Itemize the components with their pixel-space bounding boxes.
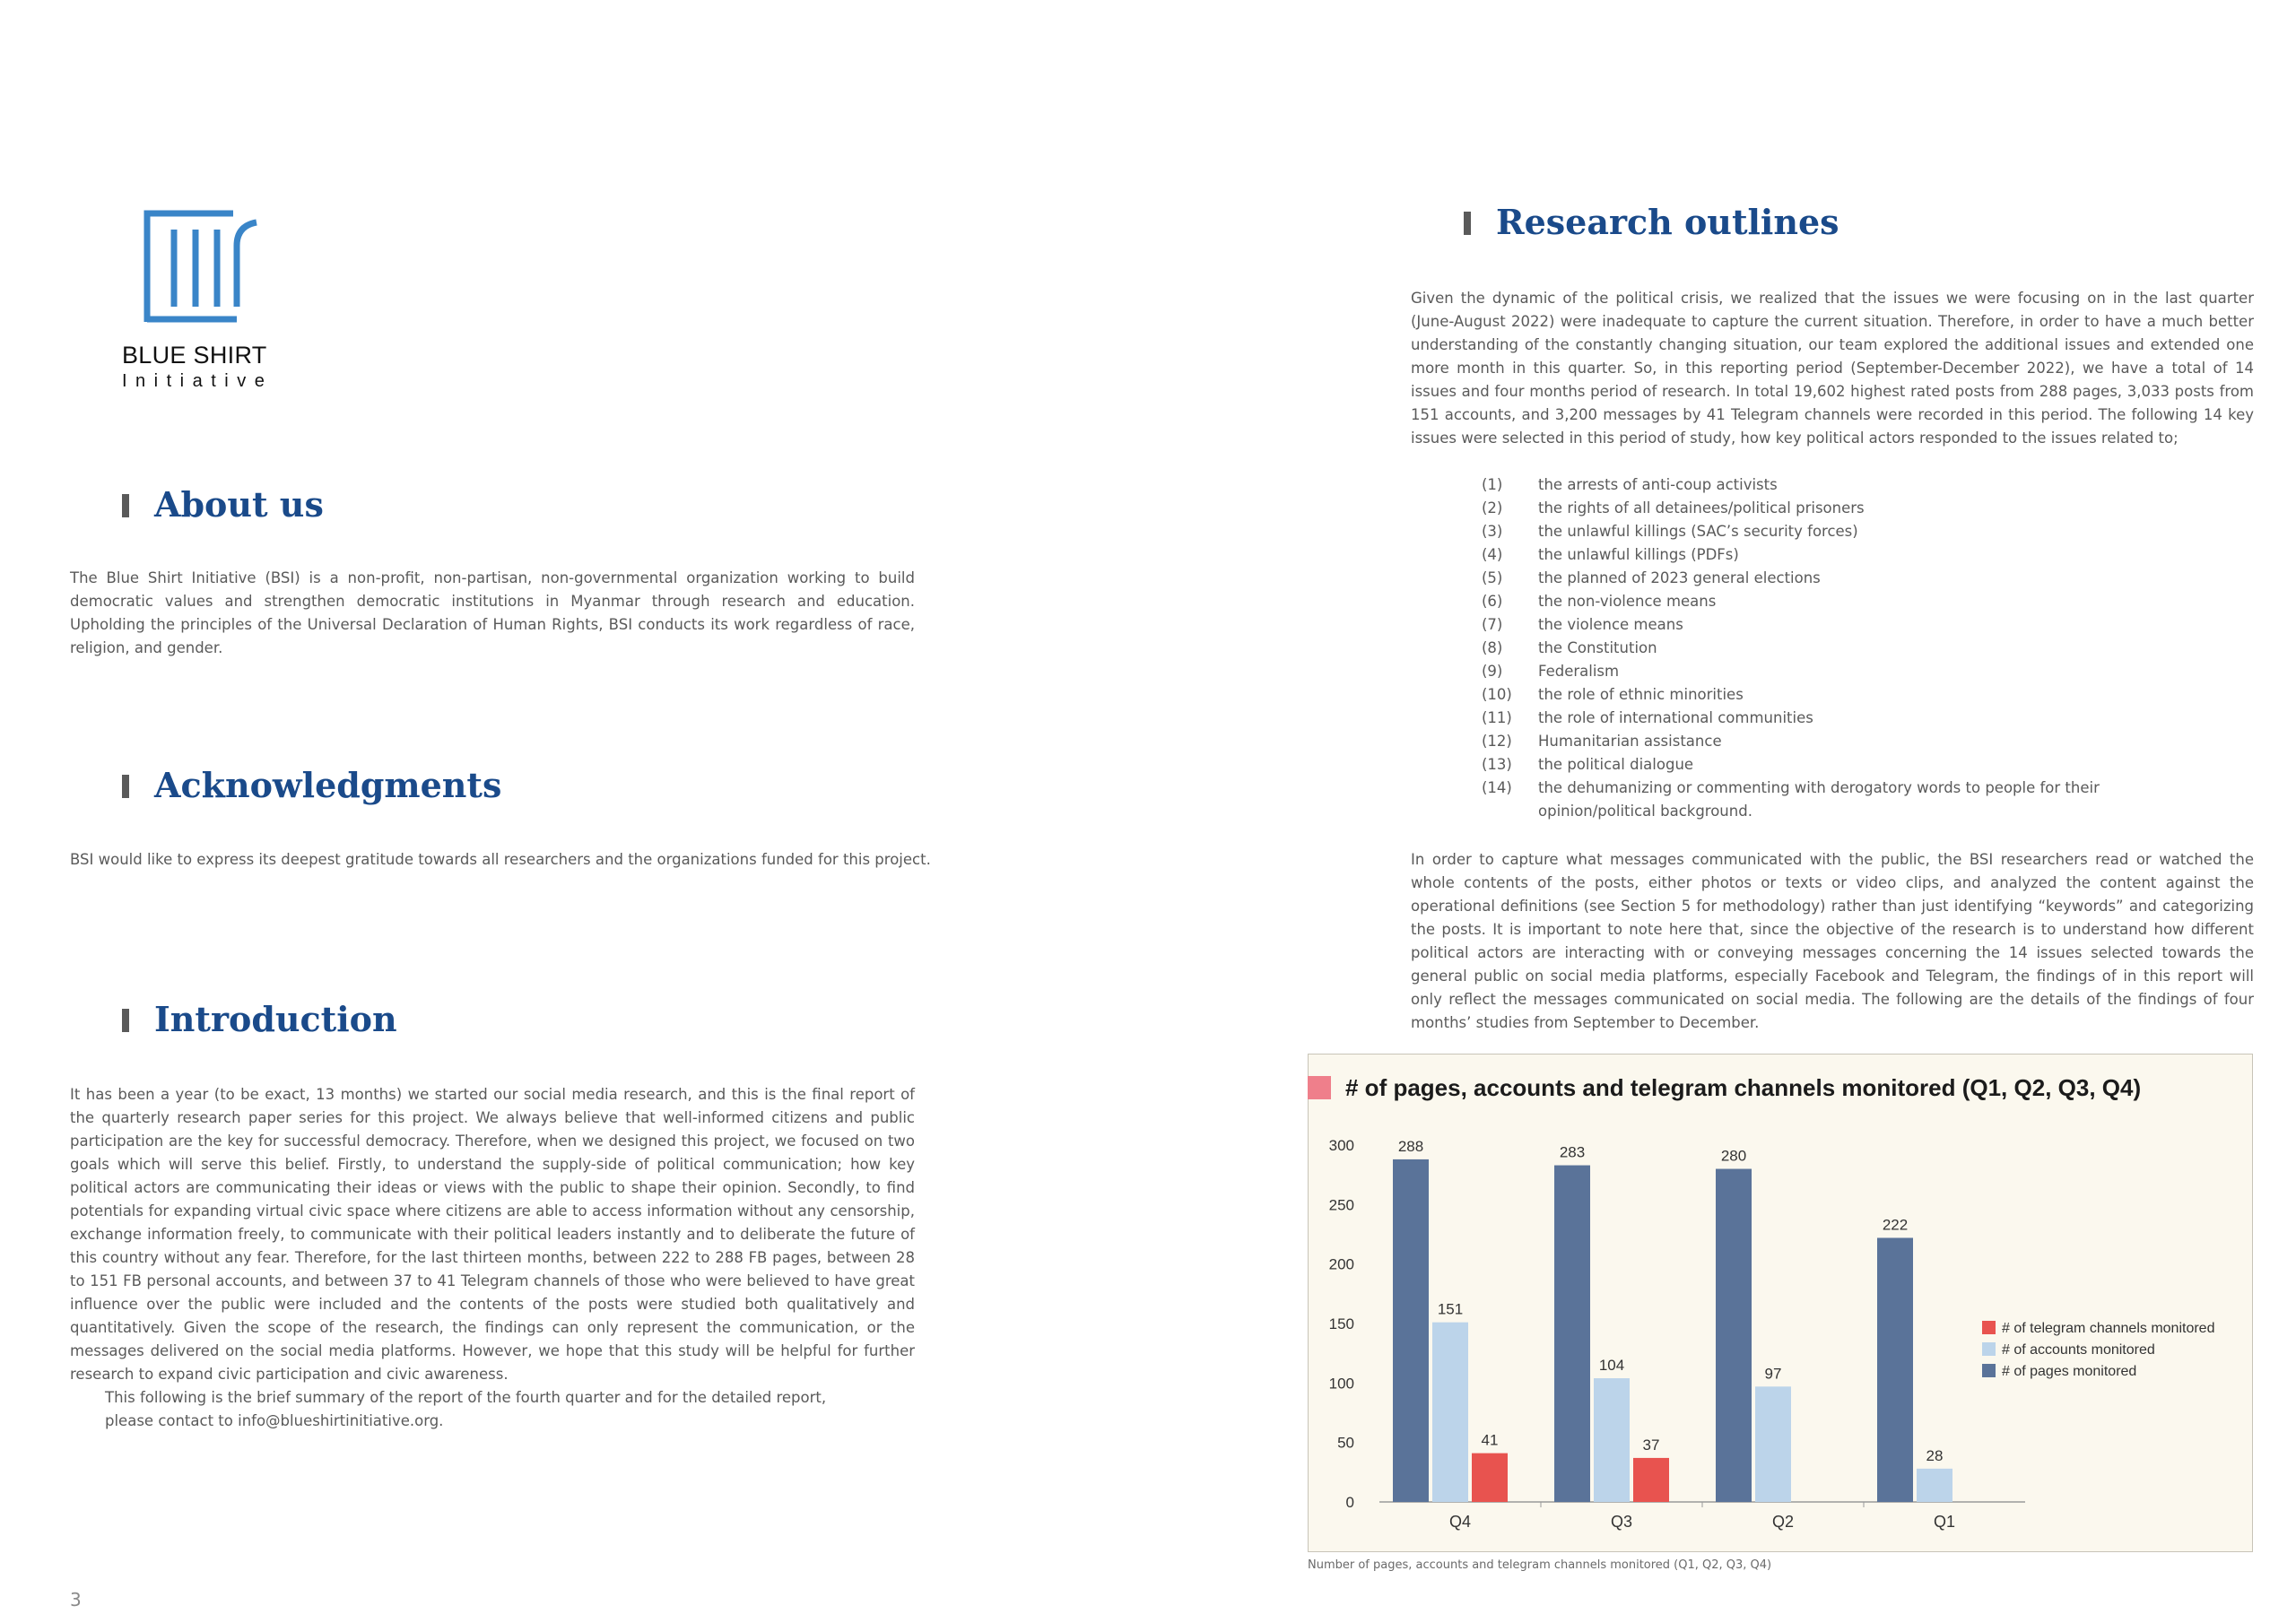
data-label: 283 xyxy=(1559,1143,1586,1161)
issue-text: the dehumanizing or commenting with derogatory words to people for their opinion/political background. xyxy=(1538,779,2100,820)
page-number: 3 xyxy=(70,1589,82,1610)
issue-item xyxy=(1482,683,2190,707)
x-tick-label: Q4 xyxy=(1448,1513,1472,1531)
issue-text: the unlawful killings (PDFs) xyxy=(1538,546,1739,563)
y-tick-label: 50 xyxy=(1337,1434,1354,1452)
y-tick-label: 200 xyxy=(1328,1255,1354,1273)
data-label: 222 xyxy=(1882,1216,1909,1234)
data-label: 41 xyxy=(1481,1431,1499,1449)
logo-text xyxy=(122,341,273,393)
y-tick-label: 150 xyxy=(1328,1315,1354,1332)
issue-number: (13) xyxy=(1482,756,1512,773)
issue-text: the non-violence means xyxy=(1538,593,1717,610)
issue-number: (9) xyxy=(1482,663,1503,680)
issue-item xyxy=(1482,730,2190,753)
legend-label: # of accounts monitored xyxy=(2002,1342,2155,1358)
legend-swatch xyxy=(1982,1321,1996,1334)
issue-text: the role of ethnic minorities xyxy=(1538,686,1744,703)
about-text: The Blue Shirt Initiative (BSI) is a non-profit, non-partisan, non-governmental organization working to build democratic values and strengthen democratic institutions in Myanmar through research and education. Upholding the principles of the Universal Declaration of Human Rights, BSI conducts its work regardless of race, religion, and gender. xyxy=(70,569,915,656)
bar-q2-series-1 xyxy=(1755,1386,1791,1502)
acknowledgments-text: BSI would like to express its deepest gratitude towards all researchers and the organizations funded for this project. xyxy=(70,851,931,868)
issue-text: the violence means xyxy=(1538,616,1683,633)
issue-item xyxy=(1482,753,2190,777)
issue-number: (6) xyxy=(1482,593,1503,610)
x-tick-label: Q3 xyxy=(1610,1513,1633,1531)
issue-item xyxy=(1482,637,2190,660)
issue-text: the role of international communities xyxy=(1538,709,1813,726)
issue-item xyxy=(1482,613,2190,637)
logo-subtitle: Initiative xyxy=(122,371,274,391)
issue-text: Humanitarian assistance xyxy=(1538,733,1722,750)
issues-list xyxy=(1482,473,2190,823)
legend-swatch xyxy=(1982,1364,1996,1377)
bar-q1-series-1 xyxy=(1917,1469,1952,1502)
issue-item xyxy=(1482,567,2190,590)
issue-number: (7) xyxy=(1482,616,1503,633)
acknowledgments-heading: Acknowledgments xyxy=(122,765,501,806)
issue-number: (12) xyxy=(1482,733,1512,750)
issue-item xyxy=(1482,777,2190,823)
bar-q4-series-0 xyxy=(1393,1159,1429,1502)
bar-chart xyxy=(1308,1054,2253,1552)
issue-text: the rights of all detainees/political prisoners xyxy=(1538,499,1865,516)
issue-text: the planned of 2023 general elections xyxy=(1538,569,1821,586)
issue-item xyxy=(1482,497,2190,520)
bar-q3-series-0 xyxy=(1554,1166,1590,1502)
issue-number: (14) xyxy=(1482,779,1512,796)
legend-label: # of pages monitored xyxy=(2002,1364,2137,1379)
issue-text: Federalism xyxy=(1538,663,1620,680)
x-tick-label: Q1 xyxy=(1933,1513,1956,1531)
logo-name: BLUE SHIRT xyxy=(122,342,267,369)
issue-number: (2) xyxy=(1482,499,1503,516)
issue-number: (3) xyxy=(1482,523,1503,540)
issue-text: the unlawful killings (SAC’s security forces) xyxy=(1538,523,1858,540)
bar-q2-series-0 xyxy=(1716,1169,1752,1502)
issue-item xyxy=(1482,590,2190,613)
issue-number: (8) xyxy=(1482,639,1503,656)
about-heading: About us xyxy=(122,484,324,525)
issue-item xyxy=(1482,707,2190,730)
issue-item xyxy=(1482,543,2190,567)
data-label: 37 xyxy=(1642,1436,1660,1454)
chart-title: # of pages, accounts and telegram channels monitored (Q1, Q2, Q3, Q4) xyxy=(1345,1074,2142,1101)
contact-note-line-2: please contact to info@blueshirtinitiative.org. xyxy=(105,1412,444,1429)
data-label: 97 xyxy=(1764,1365,1782,1383)
introduction-heading: Introduction xyxy=(122,999,397,1040)
bar-q3-series-1 xyxy=(1594,1378,1630,1502)
bar-q4-series-1 xyxy=(1432,1323,1468,1502)
issue-number: (10) xyxy=(1482,686,1512,703)
bar-q1-series-0 xyxy=(1877,1237,1913,1502)
research-method-text: In order to capture what messages communicated with the public, the BSI researchers read or watched the whole contents of the posts, either photos or texts or video clips, and analyzed the content against the operational definitions (see Section 5 for methodology) rather than just identifying “keywords” and categorizing the posts. It is important to note here that, since the objective of the research is to understand how different political actors are interacting with or conveying messages concerning the 14 issues selected towards the general public on social media platforms, especially Facebook and Telegram, the findings of in this report will only reflect the messages communicated on social media. The following are the details of the findings of four months’ studies from September to December. xyxy=(1411,851,2254,1031)
issue-item xyxy=(1482,473,2190,497)
blue-shirt-logo-icon xyxy=(144,210,260,326)
contact-note xyxy=(105,1386,826,1433)
data-label: 28 xyxy=(1926,1446,1944,1464)
y-tick-label: 300 xyxy=(1328,1137,1354,1154)
data-label: 151 xyxy=(1437,1300,1464,1318)
data-label: 280 xyxy=(1720,1147,1747,1165)
issue-item xyxy=(1482,660,2190,683)
y-tick-label: 250 xyxy=(1328,1196,1354,1214)
y-tick-label: 0 xyxy=(1345,1494,1354,1511)
y-tick-label: 100 xyxy=(1328,1375,1354,1393)
contact-note-line-1: This following is the brief summary of the report of the fourth quarter and for the detailed report, xyxy=(105,1389,827,1406)
issue-number: (1) xyxy=(1482,476,1503,493)
legend-swatch xyxy=(1982,1342,1996,1356)
issue-text: the political dialogue xyxy=(1538,756,1694,773)
introduction-text: It has been a year (to be exact, 13 months) we started our social media research, and this is the final report of the quarterly research paper series for this project. We always believe that well-informed citizens and public participation are the key for successful democracy. Therefore, when we designed this project, we focused on two goals which will serve this belief. Firstly, to understand the supply-side of political communication; how key political actors are communicating their ideas or views with the public to shape their opinion. Secondly, to find potentials for expanding virtual civic space where citizens are able to access information without any censorship, exchange information freely, to communicate with their political leaders instantly and to deliberate the future of this country without any fear. Therefore, for the last thirteen months, between 222 to 288 FB pages, between 28 to 151 FB personal accounts, and between 37 to 41 Telegram channels of those who were believed to have great influence over the public were included and the contents of the posts were studied both qualitatively and quantitatively. Given the scope of the research, the findings can only represent the communication, or the messages delivered on the social media platforms. However, we hope that this study will be helpful for further research to expand civic participation and civic awareness. xyxy=(70,1086,915,1383)
issue-text: the arrests of anti-coup activists xyxy=(1538,476,1778,493)
bar-q3-series-2 xyxy=(1633,1458,1669,1502)
x-tick-label: Q2 xyxy=(1771,1513,1795,1531)
issue-number: (4) xyxy=(1482,546,1503,563)
bar-q4-series-2 xyxy=(1472,1454,1508,1502)
research-outlines-heading: Research outlines xyxy=(1464,202,1839,243)
issue-number: (11) xyxy=(1482,709,1512,726)
legend-label: # of telegram channels monitored xyxy=(2002,1321,2215,1336)
issue-item xyxy=(1482,520,2190,543)
data-label: 104 xyxy=(1598,1357,1625,1375)
data-label: 288 xyxy=(1397,1137,1424,1155)
issue-text: the Constitution xyxy=(1538,639,1657,656)
chart-caption: Number of pages, accounts and telegram channels monitored (Q1, Q2, Q3, Q4) xyxy=(1308,1558,1772,1572)
issue-number: (5) xyxy=(1482,569,1503,586)
research-intro-text: Given the dynamic of the political crisis, we realized that the issues we were focusing on in the last quarter (June-August 2022) were inadequate to capture the current situation. Therefore, in order to have a much better understanding of the constantly changing situation, our team explored the additional issues and extended one more month in this quarter. So, in this reporting period (September-December 2022), we have a total of 14 issues and four months period of research. In total 19,602 highest rated posts from 288 pages, 3,033 posts from 151 accounts, and 3,200 messages by 41 Telegram channels were recorded in this period. The following 14 key issues were selected in this period of study, how key political actors responded to the issues related to; xyxy=(1411,290,2254,447)
